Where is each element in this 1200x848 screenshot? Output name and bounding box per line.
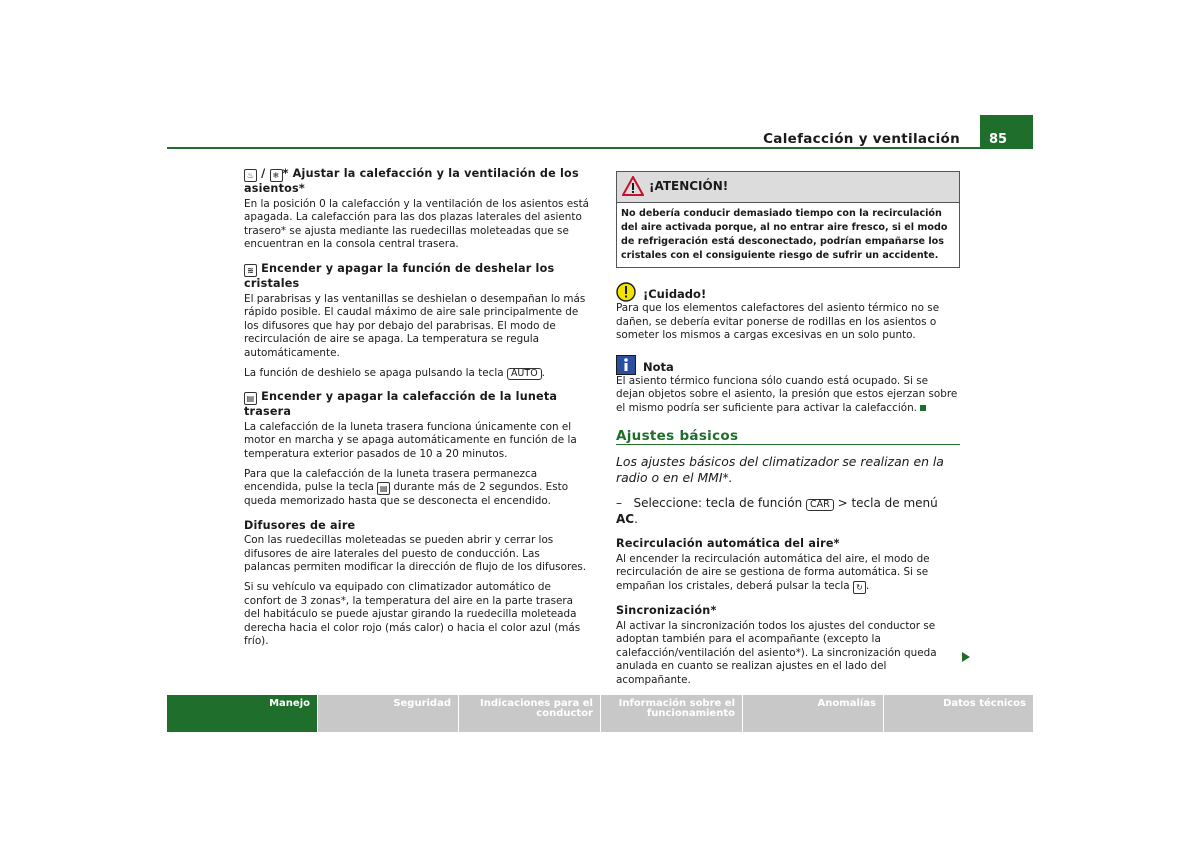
page-number: 85 [989, 132, 1008, 147]
rear-window-heat-icon: ▤ [244, 392, 257, 405]
caution-header [616, 282, 960, 302]
rear-window-title: Encender y apagar la calefacción de la luneta trasera [244, 390, 558, 419]
seat-climate-heading: ♨ / ❄ * Ajustar la calefacción y la ventilación de los asientos* [244, 167, 579, 195]
tab-indicaciones[interactable]: Indicaciones para el conductor [459, 695, 600, 732]
caution-text: Para que los elementos calefactores del asiento térmico no se dañen, se debería evitar ponerse de rodillas en los asientos o someter los mismos a cargas excesivas en un solo punto. [616, 302, 940, 342]
recirculation-heading: Recirculación automática del aire* [616, 537, 840, 551]
defrost-text: El parabrisas y las ventanillas se deshielan o desempañan lo más rápido posible. El caudal máximo de aire sale principalmente de los difusores que hay por debajo del parabrisas. El modo de recirculación de aire se apaga. La temperatura se regula automáticamente. [244, 292, 586, 359]
vents-heading: Difusores de aire [244, 518, 356, 532]
step-instruction: – Seleccione: tecla de función CAR > tecla de menú AC. [616, 496, 938, 527]
vents-text: Con las ruedecillas moleteadas se pueden abrir y cerrar los difusores de aire laterales del puesto de conducción. Las palancas permiten modificar la dirección de flujo de los difusores. [244, 534, 587, 574]
tab-seguridad[interactable]: Seguridad [318, 695, 458, 732]
recirculation-text: Al encender la recirculación automática del aire, el modo de recirculación de aire se gestiona de forma automática. Si se empañan los cristales, deberá pulsar la tecla ↻ . [616, 552, 930, 592]
rear-window-heading [244, 390, 589, 419]
warning-box [616, 171, 960, 268]
note-header [616, 355, 960, 375]
section-intro: Los ajustes básicos del climatizador se realizan en la radio o en el MMI*. [616, 454, 944, 486]
defrost-off-text: La función de deshielo se apaga pulsando la tecla AUTO . [244, 366, 545, 379]
vents-zone-text: Si su vehículo va equipado con climatizador automático de confort de 3 zonas*, la temperatura del aire en la parte trasera del habitáculo se puede ajustar girando la ruedecilla moleteada derecha hacia el color rojo (más calor) o hacia el color azul (más frío). [244, 581, 581, 648]
recirculation-icon: ↻ [853, 581, 866, 594]
warning-triangle-icon [622, 176, 644, 196]
warning-text: No debería conducir demasiado tiempo con la recirculación del aire activada porque, al no entrar aire fresco, si el modo de refrigeración está desconectado, podrían empañarse los cristales con el consiguiente riesgo de sufrir un accidente. [621, 208, 948, 261]
auto-key: AUTO [507, 368, 542, 380]
chapter-tabs [167, 695, 1033, 732]
tab-informacion[interactable]: Información sobre el funcionamiento [601, 695, 742, 732]
seat-climate-title: Ajustar la calefacción y la ventilación de los asientos* [244, 167, 579, 195]
rear-window-text: La calefacción de la luneta trasera funciona únicamente con el motor en marcha y se apaga automáticamente en función de la temperatura exterior pasados de 10 a 20 minutos. [244, 420, 577, 460]
sync-text: Al activar la sincronización todos los ajustes del conductor se adoptan también para el acompañante (excepto la calefacción/ventilación del asiento*). La sincronización queda anulada en cuanto se realizan ajustes en el lado del acompañante. [616, 619, 937, 686]
info-icon [616, 355, 636, 375]
tab-anomalias[interactable]: Anomalías [743, 695, 883, 732]
header-divider [167, 147, 1033, 149]
defrost-heading [244, 262, 589, 291]
section-title: Ajustes básicos [616, 430, 960, 446]
tab-datos-tecnicos[interactable]: Datos técnicos [884, 695, 1033, 732]
tab-manejo[interactable]: Manejo [167, 695, 317, 732]
caution-title: ¡Cuidado! [643, 287, 707, 301]
page-number-box [980, 115, 1033, 149]
chapter-title: Calefacción y ventilación [763, 131, 960, 147]
warning-title: ¡ATENCIÓN! [649, 179, 729, 193]
rear-window-hold-text: Para que la calefacción de la luneta trasera permanezca encendida, pulse la tecla ▤ durante más de 2 segundos. Esto queda memorizado hasta que se desconecta el encendido. [244, 467, 569, 508]
defrost-icon: ≋ [244, 264, 257, 277]
note-title: Nota [643, 359, 674, 374]
car-key: CAR [806, 499, 834, 511]
caution-icon [616, 282, 636, 302]
right-column [616, 171, 960, 694]
warning-header [617, 172, 959, 203]
note-text: El asiento térmico funciona sólo cuando está ocupado. Si se dejan objetos sobre el asiento, la presión que estos ejerzan sobre el mismo podría ser suficiente para activar la calefacción. [616, 374, 958, 414]
seat-climate-text: En la posición 0 la calefacción y la ventilación de los asientos está apagada. La calefacción para las dos plazas laterales del asiento trasero* se ajusta mediante las ruedecillas moleteadas que se encuentran en la consola central trasera. [244, 197, 590, 251]
continue-arrow-icon [962, 652, 970, 662]
defrost-title: Encender y apagar la función de deshelar los cristales [244, 261, 555, 290]
end-marker-icon [920, 405, 926, 411]
sync-heading: Sincronización* [616, 603, 717, 617]
rear-window-heat-icon: ▤ [377, 482, 390, 495]
seat-vent-icon: ❄ [270, 169, 283, 182]
left-column [244, 167, 589, 655]
seat-heat-icon: ♨ [244, 169, 257, 182]
